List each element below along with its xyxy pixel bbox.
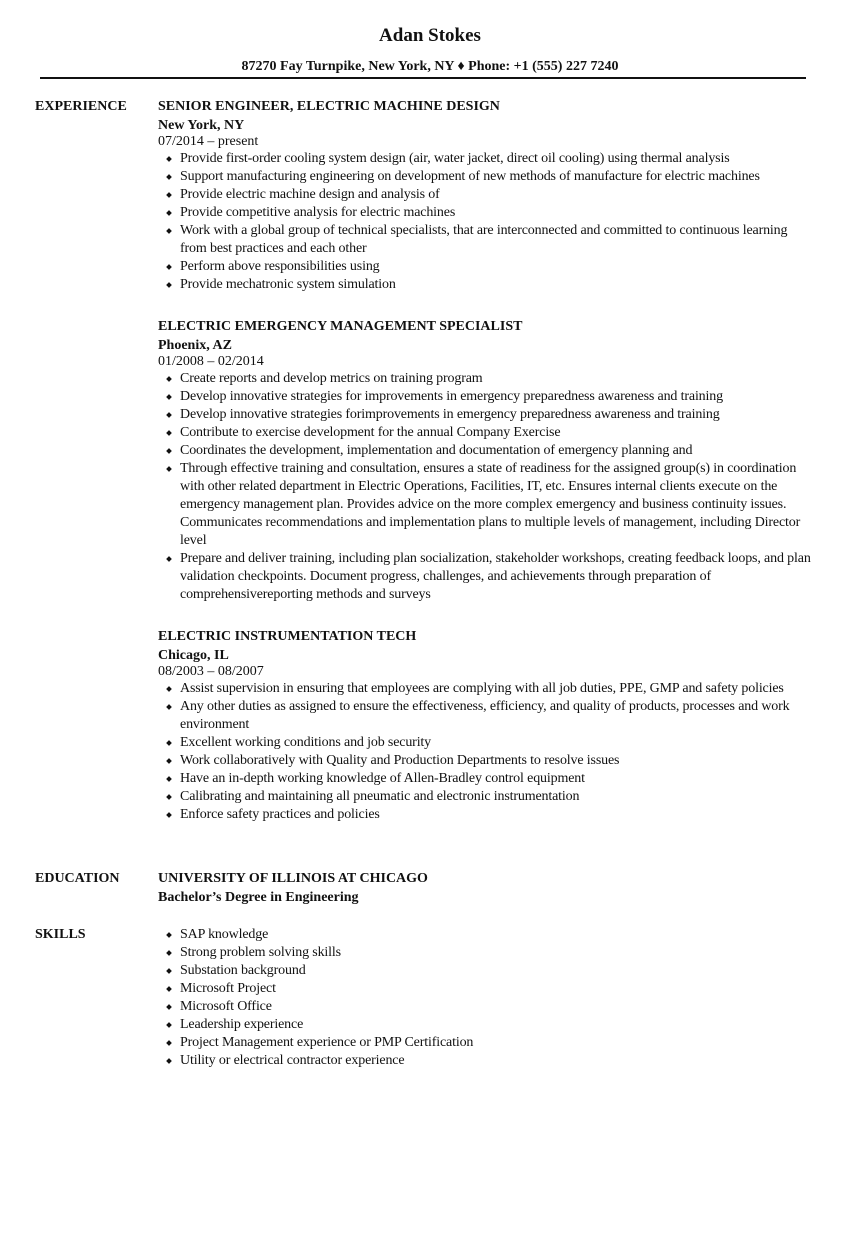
list-item: Coordinates the development, implementation and documentation of emergency planning and [180, 442, 815, 460]
list-item: Contribute to exercise development for the annual Company Exercise [180, 424, 815, 442]
skill-item: Strong problem solving skills [180, 944, 815, 962]
section-label-experience: EXPERIENCE [35, 99, 127, 114]
job-entry [158, 98, 818, 294]
list-item: Prepare and deliver training, including plan socialization, stakeholder workshops, creating feedback loops, and plan validation checkpoints. Document progress, challenges, and achievements through preparation of comprehensivereporting methods and surveys [180, 550, 815, 604]
job-location: New York, NY [158, 118, 245, 133]
list-item: Enforce safety practices and policies [180, 806, 815, 824]
job-dates: 01/2008 – 02/2014 [158, 354, 264, 369]
section-label-education: EDUCATION [35, 871, 120, 886]
list-item: Calibrating and maintaining all pneumatic and electronic instrumentation [180, 788, 815, 806]
job-dates: 08/2003 – 08/2007 [158, 664, 264, 679]
list-item: Have an in-depth working knowledge of Allen-Bradley control equipment [180, 770, 815, 788]
list-item: Support manufacturing engineering on development of new methods of manufacture for electric machines [180, 168, 815, 186]
list-item: Develop innovative strategies forimprovements in emergency preparedness awareness and training [180, 406, 815, 424]
skill-item: Microsoft Office [180, 998, 815, 1016]
job-list [158, 98, 818, 824]
skill-item: Microsoft Project [180, 980, 815, 998]
list-item: Assist supervision in ensuring that employees are complying with all job duties, PPE, GMP and safety policies [180, 680, 815, 698]
skill-item: Substation background [180, 962, 815, 980]
job-dates: 07/2014 – present [158, 134, 259, 149]
job-location: Phoenix, AZ [158, 338, 232, 353]
list-item: Provide mechatronic system simulation [180, 276, 815, 294]
list-item: Provide competitive analysis for electric machines [180, 204, 815, 222]
job-bullets [158, 370, 818, 604]
list-item: Create reports and develop metrics on training program [180, 370, 815, 388]
job-title: SENIOR ENGINEER, ELECTRIC MACHINE DESIGN [158, 99, 500, 114]
header-divider [40, 77, 806, 79]
list-item: Provide first-order cooling system design (air, water jacket, direct oil cooling) using thermal analysis [180, 150, 815, 168]
list-item: Provide electric machine design and analysis of [180, 186, 815, 204]
skills-section [35, 926, 825, 1070]
skill-item: Leadership experience [180, 1016, 815, 1034]
list-item: Perform above responsibilities using [180, 258, 815, 276]
skill-item: Project Management experience or PMP Certification [180, 1034, 815, 1052]
job-location: Chicago, IL [158, 648, 229, 663]
candidate-name: Adan Stokes [379, 25, 481, 46]
list-item: Work collaboratively with Quality and Production Departments to resolve issues [180, 752, 815, 770]
job-entry [158, 318, 818, 604]
education-section [35, 870, 825, 906]
degree: Bachelor’s Degree in Engineering [158, 890, 359, 905]
list-item: Through effective training and consultation, ensures a state of readiness for the assigned group(s) in coordination with other related department in Electric Operations, Facilities, IT, etc. Ensures internal clients execute on the emergency management plan. Provides advice on the more complex emergency and business continuity issues. Communicates recommendations and implementation plans to multiple levels of management, including Director level [180, 460, 815, 550]
contact-info: 87270 Fay Turnpike, New York, NY ♦ Phone: +1 (555) 227 7240 [241, 59, 619, 74]
section-label-skills: SKILLS [35, 927, 86, 942]
list-item: Develop innovative strategies for improvements in emergency preparedness awareness and training [180, 388, 815, 406]
job-bullets [158, 150, 818, 294]
skill-item: SAP knowledge [180, 926, 815, 944]
skill-item: Utility or electrical contractor experience [180, 1052, 815, 1070]
list-item: Work with a global group of technical specialists, that are interconnected and committed to continuous learning from best practices and each other [180, 222, 815, 258]
list-item: Any other duties as assigned to ensure the effectiveness, efficiency, and quality of products, processes and work environment [180, 698, 815, 734]
job-title: ELECTRIC INSTRUMENTATION TECH [158, 629, 417, 644]
job-title: ELECTRIC EMERGENCY MANAGEMENT SPECIALIST [158, 319, 523, 334]
job-bullets [158, 680, 818, 824]
list-item: Excellent working conditions and job security [180, 734, 815, 752]
school-name: UNIVERSITY OF ILLINOIS AT CHICAGO [158, 871, 428, 886]
skills-list [158, 926, 818, 1070]
experience-section [35, 98, 825, 848]
job-entry [158, 628, 818, 824]
